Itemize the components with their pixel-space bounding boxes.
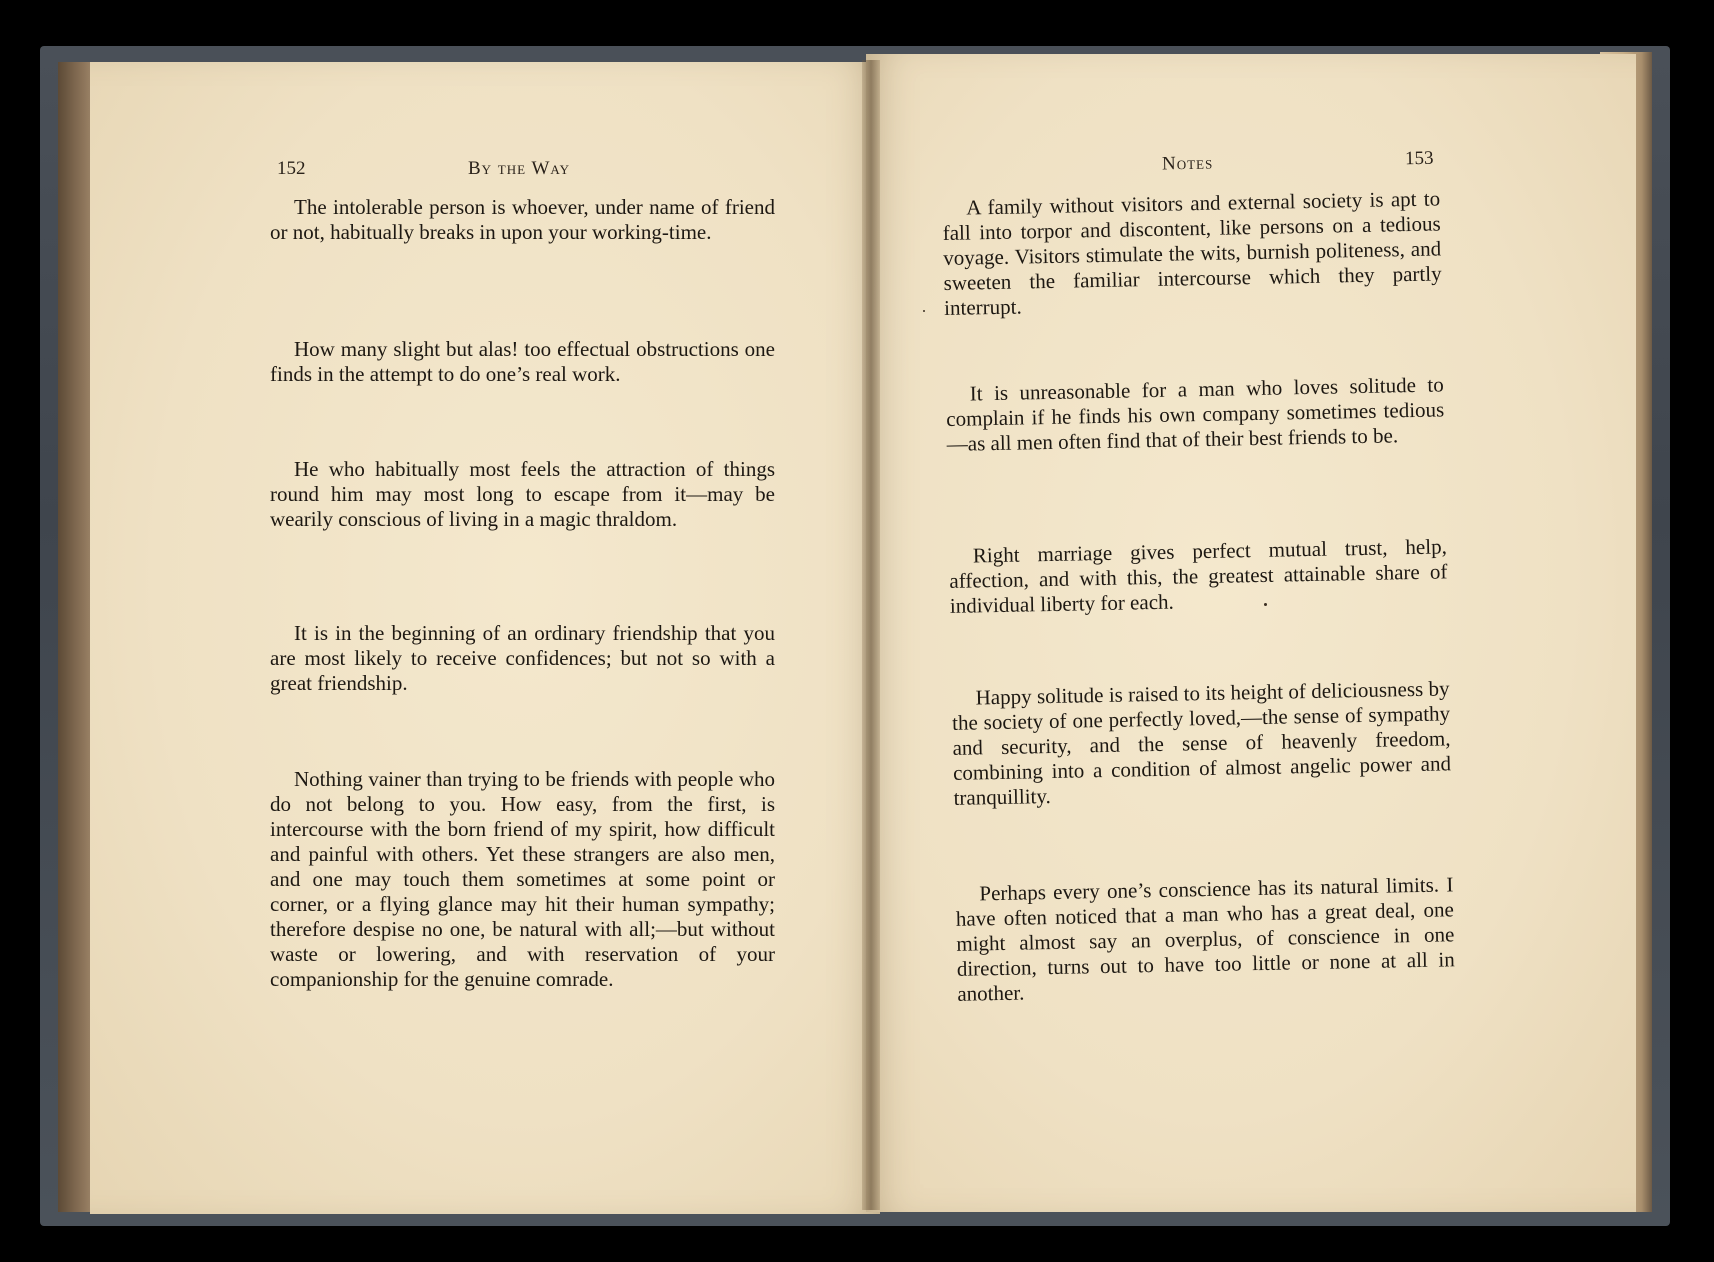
- left-paragraph-1: The intolerable person is whoever, under name of friend or not, habitually breaks in upon your working-time.: [270, 195, 775, 244]
- left-paragraph-3: He who habitually most feels the attraction of things round him may most long to escape from it—may be wearily conscious of living in a magic thraldom.: [270, 457, 775, 531]
- book-gutter: [862, 60, 880, 1210]
- right-paragraph-4: Happy solitude is raised to its height of deliciousness by the society of one perfectly loved,—the sense of sympathy and security, and the sense of heavenly freedom, combining into a condition of almost angelic power and tranquillity.: [951, 676, 1452, 810]
- right-paragraph-1: A family without visitors and external society is apt to fall into torpor and discontent, like persons on a tedious voyage. Visitors stimulate the wits, burnish politeness, and sweeten the familiar intercourse which they partly interrupt.: [942, 186, 1442, 320]
- paper-speck: [923, 310, 925, 312]
- left-page-number: 152: [277, 158, 306, 179]
- left-paragraph-4: It is in the beginning of an ordinary friendship that you are most likely to receive confidences; but not so with a great friendship.: [270, 621, 775, 695]
- left-running-head: By the Way: [468, 158, 571, 179]
- right-paragraph-5: Perhaps every one’s conscience has its natural limits. I have often noticed that a man who has a great deal, one might almost say an overplus, of conscience in one direction, turns out to have too little or none at all in another.: [955, 872, 1455, 1006]
- left-paragraph-5: Nothing vainer than trying to be friends with people who do not belong to you. How easy, from the first, is intercourse with the born friend of my spirit, how difficult and painful with others. Yet these strangers are also men, and one may touch them sometimes at some point or corner, or a flying glance may hit their human sympathy; therefore despise no one, be natural with all;—but without waste or lowering, and with reservation of your companionship for the genuine comrade.: [270, 767, 775, 991]
- right-paragraph-2: It is unreasonable for a man who loves solitude to complain if he finds his own company sometimes tedious—as all men often find that of their best friends to be.: [946, 372, 1445, 456]
- right-running-head: Notes: [1161, 152, 1214, 175]
- right-paragraph-3: Right marriage gives perfect mutual trust, help, affection, and with this, the greatest attainable share of individual liberty for each.: [949, 534, 1448, 618]
- paper-speck: [1264, 603, 1267, 606]
- right-page-number: 153: [1404, 147, 1434, 170]
- left-paragraph-2: How many slight but alas! too effectual obstructions one finds in the attempt to do one’s real work.: [270, 337, 775, 386]
